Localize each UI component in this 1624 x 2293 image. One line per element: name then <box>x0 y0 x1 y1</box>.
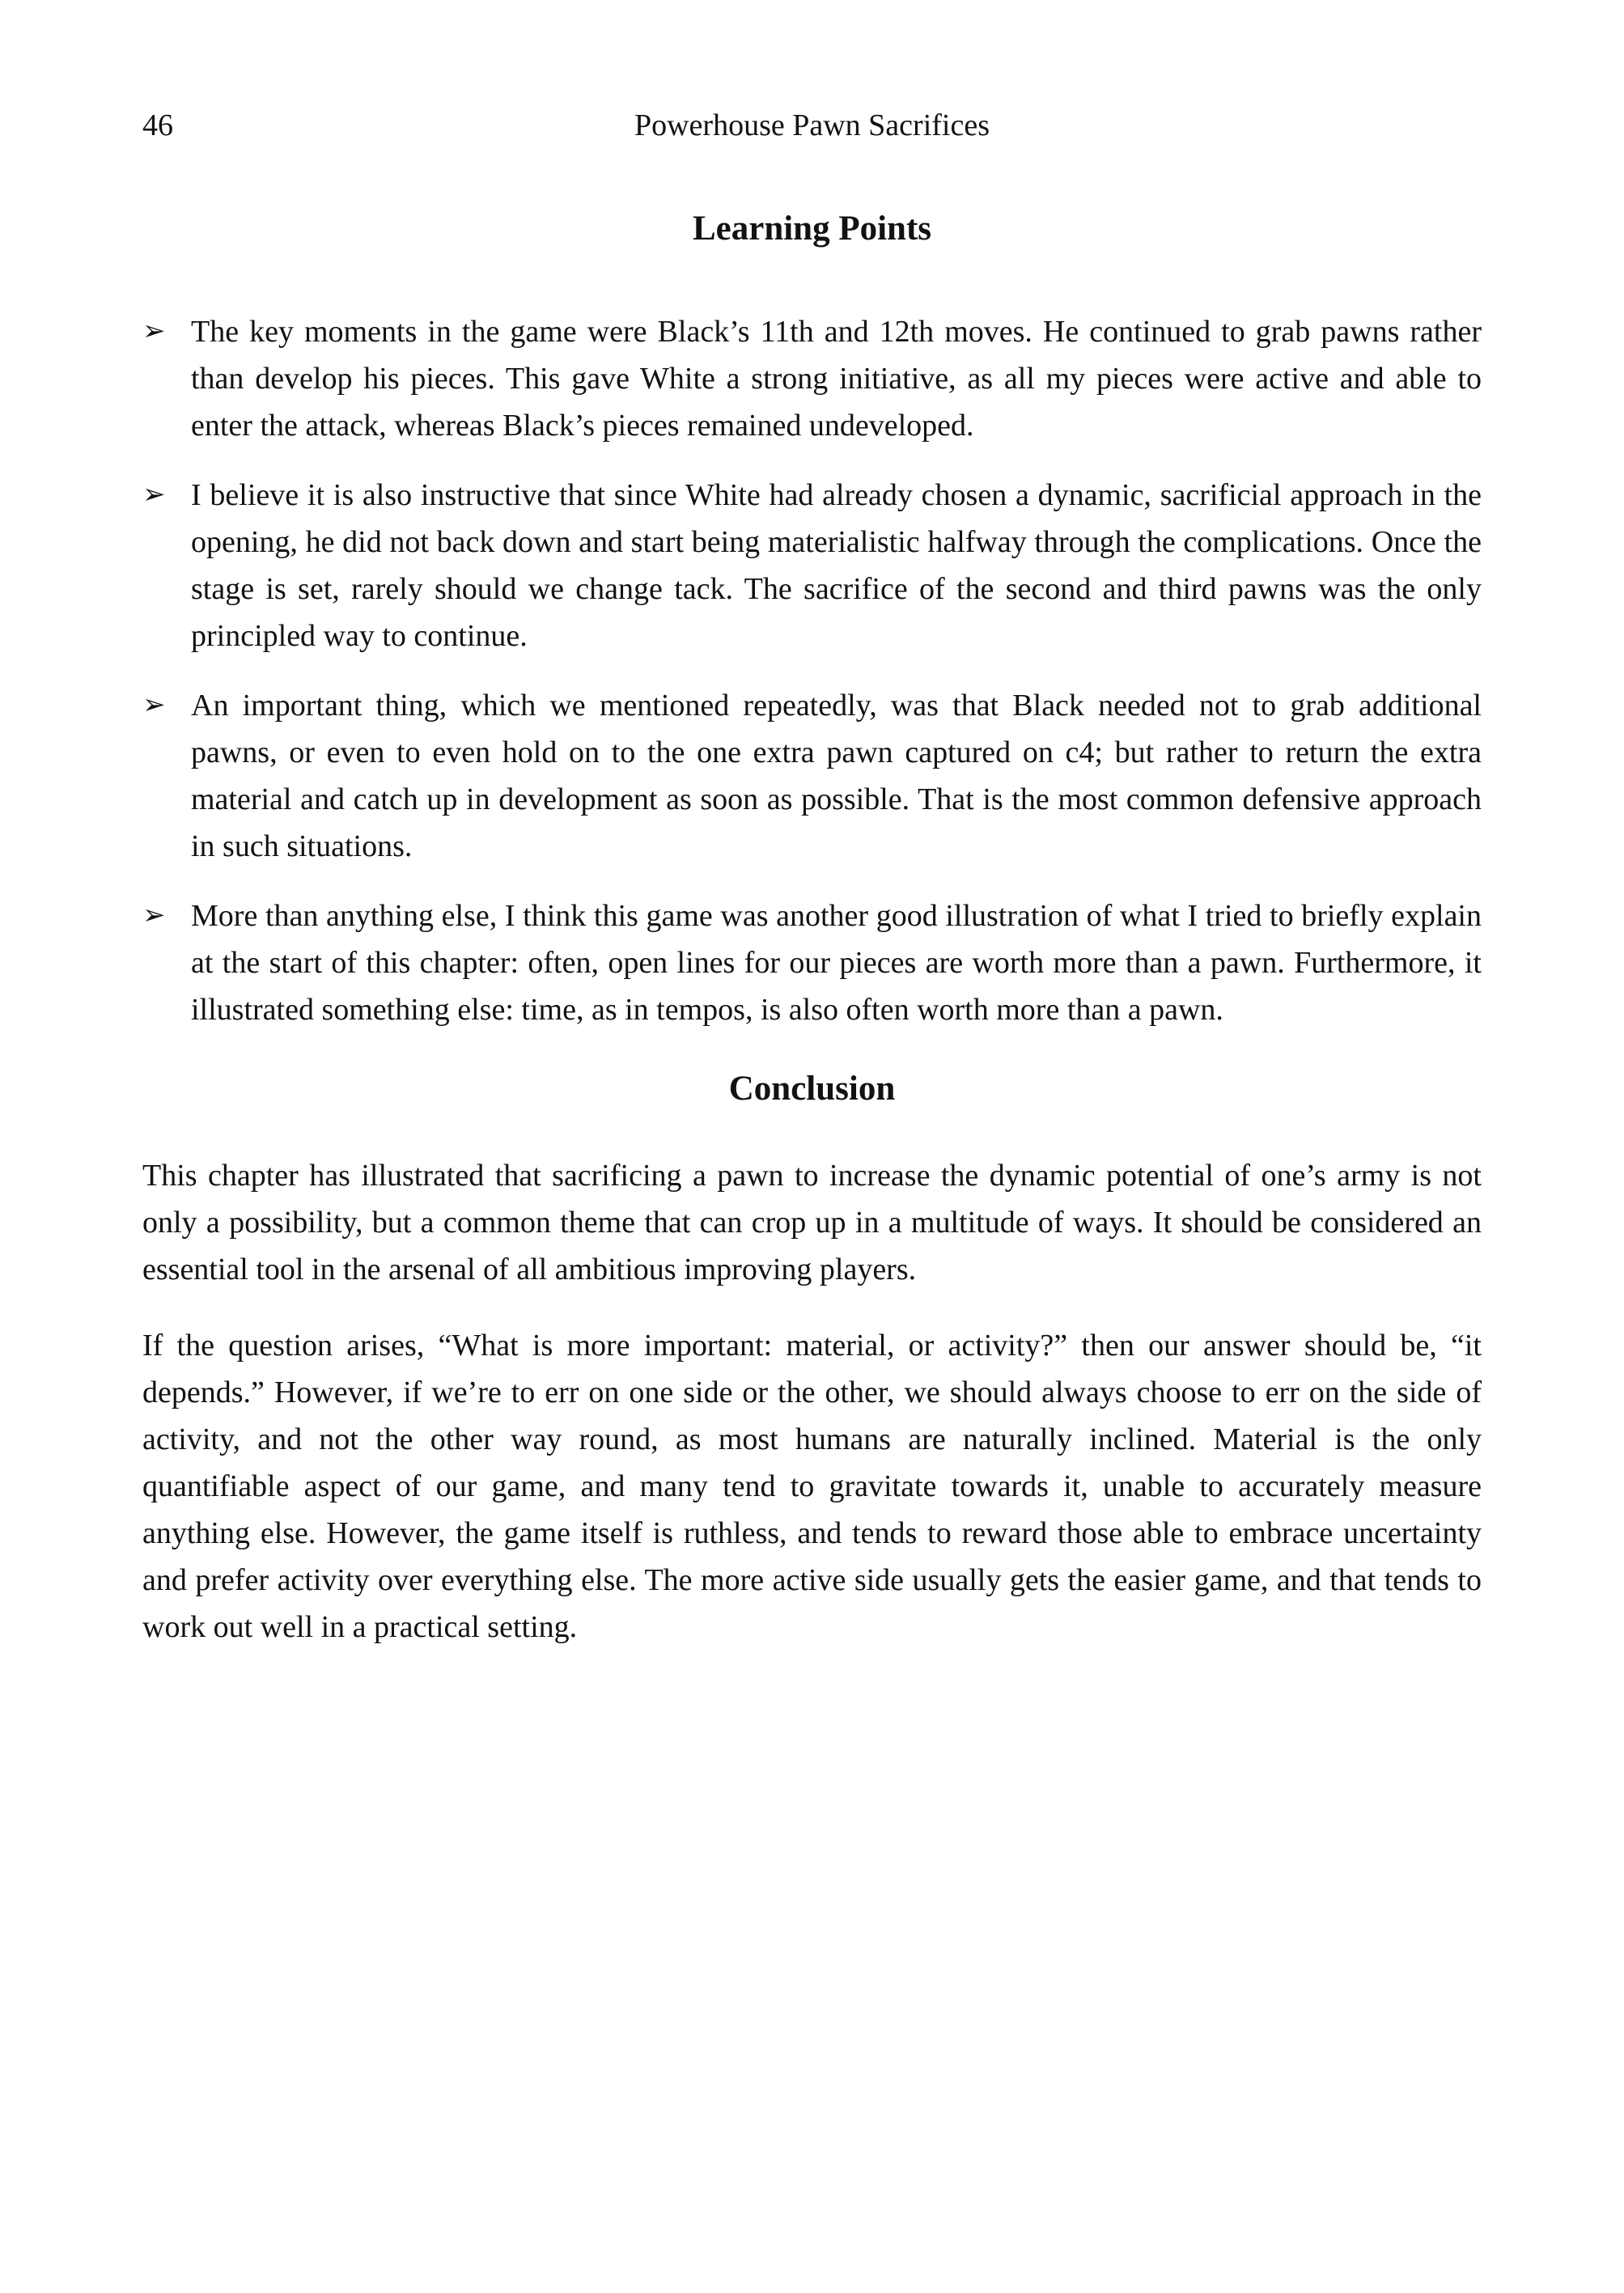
arrowhead-bullet-icon: ➢ <box>142 316 166 346</box>
list-item <box>142 472 1482 659</box>
page-number: 46 <box>142 108 173 142</box>
conclusion-heading: Conclusion <box>728 1070 896 1108</box>
learning-points-list <box>142 308 1482 1033</box>
running-header <box>142 107 1482 144</box>
list-item <box>142 682 1482 870</box>
bullet-text: An important thing, which we mentioned repeatedly, was that Black needed not to grab additional pawns, or even to even hold on to the one extra pawn captured on c4; but rather to return the extra material and catch up in development as soon as possible. That is the most common defensive approach in such situations. <box>191 689 1482 863</box>
conclusion-paragraph: This chapter has illustrated that sacrificing a pawn to increase the dynamic potential of one’s army is not only a possibility, but a common theme that can crop up in a multitude of ways. It should be considered an essential tool in the arsenal of all ambitious improving players. <box>142 1159 1482 1286</box>
bullet-text: More than anything else, I think this game was another good illustration of what I tried to briefly explain at the start of this chapter: often, open lines for our pieces are worth more than a pawn. Furthermore, it illustrated something else: time, as in tempos, is also often worth more than a pawn. <box>191 899 1482 1027</box>
learning-points-heading: Learning Points <box>692 210 932 248</box>
bullet-text: The key moments in the game were Black’s 11th and 12th moves. He continued to grab pawns rather than develop his pieces. This gave White a strong initiative, as all my pieces were active and able to enter the attack, whereas Black’s pieces remained undeveloped. <box>191 315 1482 443</box>
bullet-text: I believe it is also instructive that since White had already chosen a dynamic, sacrificial approach in the opening, he did not back down and start being materialistic halfway through the complications. Once the stage is set, rarely should we change tack. The sacrifice of the second and third pawns was the only principled way to continue. <box>191 478 1482 653</box>
list-item <box>142 892 1482 1033</box>
list-item <box>142 308 1482 449</box>
conclusion-section <box>142 1152 1482 1651</box>
conclusion-paragraph: If the question arises, “What is more important: material, or activity?” then our answer should be, “it depends.” However, if we’re to err on one side or the other, we should always choose to err on the side of activity, and not the other way round, as most humans are naturally inclined. Material is the only quantifiable aspect of our game, and many tend to gravitate towards it, unable to accurately measure anything else. However, the game itself is ruthless, and tends to reward those able to embrace uncertainty and prefer activity over everything else. The more active side usually gets the easier game, and that tends to work out well in a practical setting. <box>142 1329 1482 1644</box>
running-header-title: Powerhouse Pawn Sacrifices <box>634 108 990 142</box>
arrowhead-bullet-icon: ➢ <box>142 480 166 510</box>
arrowhead-bullet-icon: ➢ <box>142 901 166 930</box>
arrowhead-bullet-icon: ➢ <box>142 690 166 720</box>
